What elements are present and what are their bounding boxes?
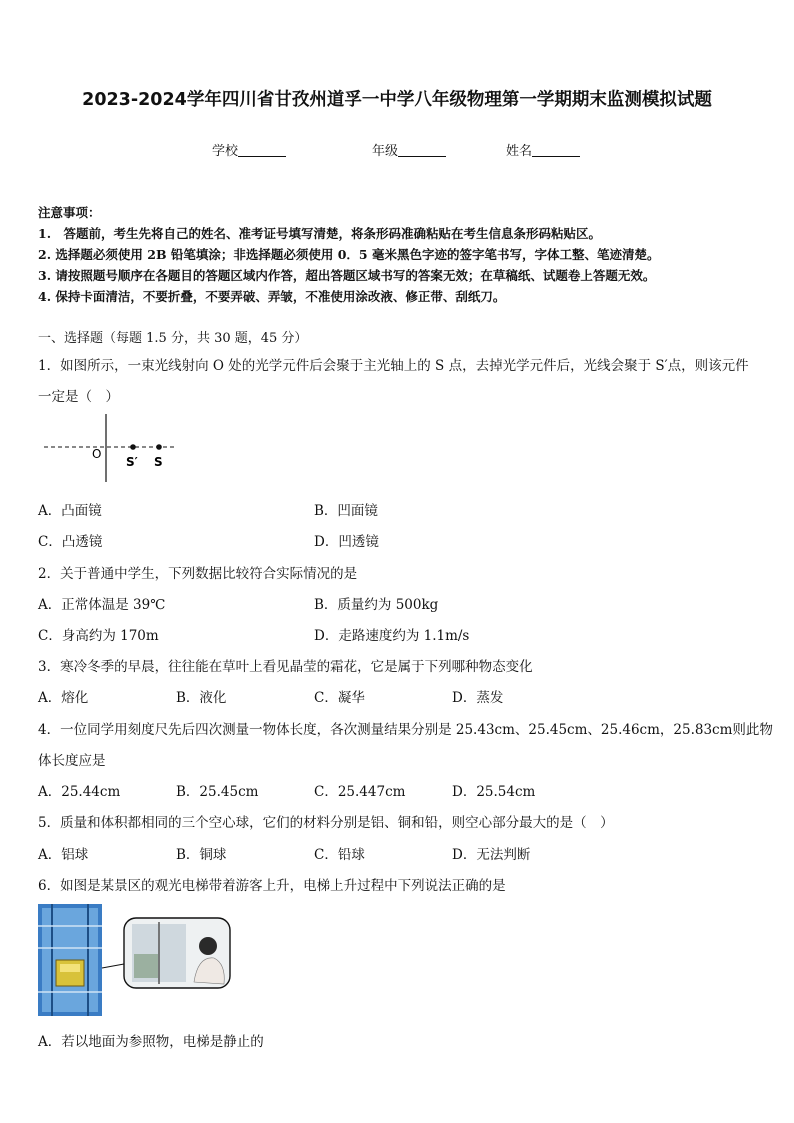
q3-option-b: B．液化: [176, 690, 227, 706]
q2-option-d: D．走路速度约为 1.1m/s: [314, 628, 470, 644]
label-o: O: [92, 447, 102, 461]
q3-option-a: A．熔化: [38, 690, 89, 706]
q4-option-a: A．25.44cm: [38, 784, 121, 800]
q6-option-a: A．若以地面为参照物，电梯是静止的: [38, 1034, 264, 1050]
q1-option-c: C．凸透镜: [38, 534, 103, 550]
name-field: [506, 140, 580, 159]
point-s-prime: [130, 444, 136, 450]
optics-diagram: [40, 412, 180, 482]
passenger: [199, 937, 217, 955]
elevator-car: [56, 960, 84, 986]
q2-option-a: A．正常体温是 39℃: [38, 597, 166, 613]
q1-option-a: A．凸面镜: [38, 503, 102, 519]
section-heading: 一、选择题（每题 1.5 分，共 30 题，45 分）: [38, 331, 308, 346]
q5-option-c: C．铅球: [314, 847, 365, 863]
name-label: 姓名: [506, 144, 533, 159]
notice-item: 3. 请按照题号顺序在各题目的答题区域内作答，超出答题区域书写的答案无效；在草稿纸、试题卷上答题无效。: [38, 268, 656, 283]
name-blank: [532, 144, 580, 157]
school-field: [212, 140, 286, 159]
q4-option-c: C．25.447cm: [314, 784, 406, 800]
label-s: S: [154, 455, 163, 469]
notice-item: 1. 答题前，考生先将自己的姓名、准考证号填写清楚，将条形码准确粘贴在考生信息条形码粘贴区。: [38, 226, 602, 241]
q5-stem: 5．质量和体积都相同的三个空心球，它们的材料分别是铝、铜和铅，则空心部分最大的是（ ）: [38, 815, 614, 831]
q3-option-d: D．蒸发: [452, 690, 504, 706]
q2-option-b: B．质量约为 500kg: [314, 597, 439, 613]
notice-heading: 注意事项：: [38, 205, 101, 220]
grade-label: 年级: [372, 144, 399, 159]
point-s: [156, 444, 162, 450]
q3-option-c: C．凝华: [314, 690, 365, 706]
q4-option-d: D．25.54cm: [452, 784, 536, 800]
q1-option-d: D．凹透镜: [314, 534, 379, 550]
q1-option-b: B．凹面镜: [314, 503, 378, 519]
school-blank: [238, 144, 286, 157]
elevator-photo: [38, 904, 233, 1016]
q2-option-c: C．身高约为 170m: [38, 628, 159, 644]
notice-item: 2. 选择题必须使用 2B 铅笔填涂；非选择题必须使用 0．5 毫米黑色字迹的签字笔书写，字体工整、笔迹清楚。: [38, 247, 660, 262]
exam-title: 2023-2024学年四川省甘孜州道孚一中学八年级物理第一学期期末监测模拟试题: [82, 90, 712, 110]
q1-stem-line2: 一定是（ ）: [38, 389, 119, 405]
q2-stem: 2．关于普通中学生，下列数据比较符合实际情况的是: [38, 566, 358, 582]
label-s-prime: S′: [126, 455, 138, 469]
grade-field: [372, 140, 446, 159]
q6-stem: 6．如图是某景区的观光电梯带着游客上升，电梯上升过程中下列说法正确的是: [38, 878, 506, 894]
q5-option-b: B．铜球: [176, 847, 227, 863]
q5-option-a: A．铝球: [38, 847, 89, 863]
q4-option-b: B．25.45cm: [176, 784, 259, 800]
school-label: 学校: [212, 144, 239, 159]
q4-stem-line2: 体长度应是: [38, 753, 106, 769]
q3-stem: 3．寒冷冬季的早晨，往往能在草叶上看见晶莹的霜花，它是属于下列哪种物态变化: [38, 659, 533, 675]
q5-option-d: D．无法判断: [452, 847, 531, 863]
q4-stem-line1: 4．一位同学用刻度尺先后四次测量一物体长度，各次测量结果分别是 25.43cm、25.45cm、25.46cm，25.83cm则此物: [38, 722, 773, 738]
notice-item: 4. 保持卡面清洁，不要折叠，不要弄破、弄皱，不准使用涂改液、修正带、刮纸刀。: [38, 289, 506, 304]
grade-blank: [398, 144, 446, 157]
q1-stem-line1: 1．如图所示，一束光线射向 O 处的光学元件后会聚于主光轴上的 S 点，去掉光学元件后，光线会聚于 S′点，则该元件: [38, 358, 749, 374]
